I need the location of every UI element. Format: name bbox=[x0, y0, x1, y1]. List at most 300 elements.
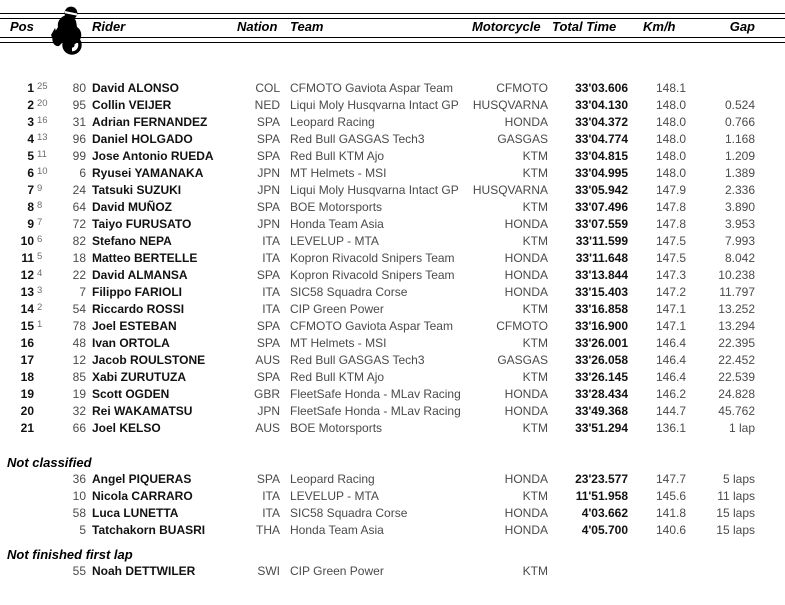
rider-number-cell: 95 bbox=[72, 98, 86, 112]
position-cell: 16 bbox=[20, 336, 34, 350]
points-cell bbox=[34, 350, 54, 367]
table-row bbox=[0, 563, 755, 580]
team-cell: Red Bull KTM Ajo bbox=[290, 149, 385, 163]
gap-cell: 22.452 bbox=[718, 353, 755, 367]
nation-cell: ITA bbox=[262, 251, 280, 265]
kmh-cell: 147.5 bbox=[655, 251, 686, 265]
rider-name-cell: Filippo FARIOLI bbox=[92, 285, 182, 299]
results-body bbox=[0, 80, 755, 580]
team-cell: CFMOTO Gaviota Aspar Team bbox=[290, 81, 453, 95]
team-cell: CIP Green Power bbox=[290, 302, 384, 316]
rider-number-cell: 85 bbox=[72, 370, 86, 384]
column-header-rider: Rider bbox=[92, 19, 126, 34]
motorcycle-cell: KTM bbox=[522, 166, 548, 180]
nation-cell: SPA bbox=[256, 472, 280, 486]
motorcycle-cell: HONDA bbox=[504, 285, 548, 299]
team-cell: Liqui Moly Husqvarna Intact GP bbox=[290, 98, 459, 112]
motorcycle-cell: GASGAS bbox=[497, 353, 548, 367]
position-cell bbox=[0, 488, 34, 505]
rider-number-cell: 80 bbox=[72, 81, 86, 95]
points-cell bbox=[34, 401, 54, 418]
position-cell: 11 bbox=[21, 251, 34, 265]
rider-number-cell: 78 bbox=[72, 319, 86, 333]
rider-number-cell: 64 bbox=[72, 200, 86, 214]
team-cell: Leopard Racing bbox=[290, 115, 375, 129]
nation-cell: SPA bbox=[256, 319, 280, 333]
rider-number-cell: 66 bbox=[72, 421, 86, 435]
gap-cell: 24.828 bbox=[718, 387, 755, 401]
gap-cell: 5 laps bbox=[722, 472, 755, 486]
kmh-cell: 147.1 bbox=[655, 319, 686, 333]
table-row bbox=[0, 352, 755, 369]
rider-number-cell: 36 bbox=[72, 472, 86, 486]
gap-cell: 45.762 bbox=[718, 404, 755, 418]
rider-name-cell: Ryusei YAMANAKA bbox=[92, 166, 204, 180]
rider-name-cell: Nicola CARRARO bbox=[92, 489, 193, 503]
rider-name-cell: David ALMANSA bbox=[92, 268, 188, 282]
points-cell: 10 bbox=[37, 166, 48, 177]
rider-number-cell: 5 bbox=[79, 523, 86, 537]
nation-cell: COL bbox=[255, 81, 280, 95]
position-cell: 6 bbox=[27, 166, 34, 180]
points-cell bbox=[34, 561, 54, 578]
team-cell: BOE Motorsports bbox=[290, 421, 383, 435]
gap-cell: 3.890 bbox=[724, 200, 755, 214]
team-cell: Honda Team Asia bbox=[290, 217, 384, 231]
motorcycle-cell: HONDA bbox=[504, 217, 548, 231]
total-time-cell: 4'03.662 bbox=[581, 506, 628, 520]
table-row bbox=[0, 301, 755, 318]
gap-cell: 10.238 bbox=[718, 268, 755, 282]
kmh-cell: 148.0 bbox=[655, 132, 686, 146]
kmh-cell: 148.1 bbox=[655, 81, 686, 95]
rider-number-cell: 12 bbox=[72, 353, 86, 367]
gap-cell: 1 lap bbox=[728, 421, 755, 435]
rider-number-cell: 32 bbox=[72, 404, 86, 418]
table-row bbox=[0, 97, 755, 114]
rider-name-cell: Jacob ROULSTONE bbox=[92, 353, 206, 367]
nation-cell: ITA bbox=[262, 489, 280, 503]
total-time-cell: 33'04.130 bbox=[575, 98, 628, 112]
gap-cell bbox=[688, 563, 755, 580]
nation-cell: SPA bbox=[256, 149, 280, 163]
total-time-cell: 33'51.294 bbox=[575, 421, 628, 435]
gap-cell: 1.389 bbox=[724, 166, 755, 180]
table-row bbox=[0, 386, 755, 403]
position-cell: 20 bbox=[20, 404, 34, 418]
motorcycle-cell: KTM bbox=[522, 149, 548, 163]
table-row bbox=[0, 369, 755, 386]
rider-name-cell: Xabi ZURUTUZA bbox=[92, 370, 186, 384]
gap-cell: 15 laps bbox=[716, 523, 755, 537]
table-row bbox=[0, 131, 755, 148]
total-time-cell: 33'04.995 bbox=[575, 166, 628, 180]
kmh-cell: 146.4 bbox=[655, 370, 686, 384]
total-time-cell: 33'26.001 bbox=[575, 336, 628, 350]
total-time-cell: 33'15.403 bbox=[575, 285, 628, 299]
position-cell: 4 bbox=[27, 132, 34, 146]
points-cell bbox=[34, 520, 54, 537]
kmh-cell: 147.5 bbox=[655, 234, 686, 248]
gap-cell: 15 laps bbox=[716, 506, 755, 520]
not-finished-first-lap-label: Not finished first lap bbox=[7, 547, 133, 562]
motorcycle-cell: KTM bbox=[522, 564, 548, 578]
points-cell bbox=[34, 384, 54, 401]
total-time-cell: 33'04.815 bbox=[575, 149, 628, 163]
rider-number-cell: 54 bbox=[72, 302, 86, 316]
motorcycle-cell: KTM bbox=[522, 421, 548, 435]
position-cell: 13 bbox=[20, 285, 34, 299]
rider-number-cell: 24 bbox=[72, 183, 86, 197]
position-cell bbox=[0, 471, 34, 488]
position-cell: 8 bbox=[27, 200, 34, 214]
points-cell bbox=[34, 333, 54, 350]
points-cell: 6 bbox=[37, 234, 43, 245]
points-cell bbox=[34, 367, 54, 384]
team-cell: LEVELUP - MTA bbox=[290, 489, 379, 503]
points-cell: 2 bbox=[37, 302, 43, 313]
nation-cell: GBR bbox=[253, 387, 280, 401]
nation-cell: SPA bbox=[256, 132, 280, 146]
position-cell: 10 bbox=[20, 234, 34, 248]
table-row bbox=[0, 216, 755, 233]
motorcycle-cell: KTM bbox=[522, 302, 548, 316]
rider-number-cell: 48 bbox=[72, 336, 86, 350]
rider-number-cell: 22 bbox=[72, 268, 86, 282]
total-time-cell: 33'49.368 bbox=[575, 404, 628, 418]
nation-cell: JPN bbox=[257, 217, 280, 231]
rider-number-cell: 55 bbox=[72, 564, 86, 578]
column-header-kmh: Km/h bbox=[643, 19, 676, 34]
gap-cell: 22.539 bbox=[718, 370, 755, 384]
kmh-cell: 148.0 bbox=[655, 115, 686, 129]
rider-name-cell: David ALONSO bbox=[92, 81, 179, 95]
rider-name-cell: Scott OGDEN bbox=[92, 387, 170, 401]
rider-name-cell: Tatsuki SUZUKI bbox=[92, 183, 182, 197]
motorcycle-cell: CFMOTO bbox=[496, 319, 548, 333]
nation-cell: ITA bbox=[262, 234, 280, 248]
kmh-cell: 147.9 bbox=[655, 183, 686, 197]
nation-cell: JPN bbox=[257, 404, 280, 418]
team-cell: MT Helmets - MSI bbox=[290, 166, 387, 180]
table-row bbox=[0, 471, 755, 488]
motorcycle-cell: CFMOTO bbox=[496, 81, 548, 95]
motorcycle-cell: KTM bbox=[522, 234, 548, 248]
team-cell: SIC58 Squadra Corse bbox=[290, 506, 408, 520]
team-cell: FleetSafe Honda - MLav Racing bbox=[290, 404, 461, 418]
rider-name-cell: Rei WAKAMATSU bbox=[92, 404, 193, 418]
team-cell: Leopard Racing bbox=[290, 472, 375, 486]
team-cell: FleetSafe Honda - MLav Racing bbox=[290, 387, 461, 401]
kmh-cell: 147.3 bbox=[655, 268, 686, 282]
nation-cell: ITA bbox=[262, 285, 280, 299]
position-cell: 17 bbox=[20, 353, 34, 367]
points-cell: 1 bbox=[37, 319, 43, 330]
table-row bbox=[0, 335, 755, 352]
position-cell: 15 bbox=[20, 319, 34, 333]
team-cell: Red Bull GASGAS Tech3 bbox=[290, 353, 425, 367]
rider-number-cell: 18 bbox=[72, 251, 86, 265]
table-row bbox=[0, 403, 755, 420]
points-cell: 16 bbox=[37, 115, 48, 126]
table-row bbox=[0, 420, 755, 437]
total-time-cell: 33'16.900 bbox=[575, 319, 628, 333]
kmh-cell: 146.4 bbox=[655, 336, 686, 350]
gap-cell: 13.252 bbox=[718, 302, 755, 316]
kmh-cell: 148.0 bbox=[655, 166, 686, 180]
table-row bbox=[0, 165, 755, 182]
kmh-cell: 140.6 bbox=[655, 523, 686, 537]
team-cell: Liqui Moly Husqvarna Intact GP bbox=[290, 183, 459, 197]
motorcycle-cell: KTM bbox=[522, 370, 548, 384]
column-header-pos: Pos bbox=[10, 19, 34, 34]
rider-number-cell: 82 bbox=[72, 234, 86, 248]
gap-cell: 0.524 bbox=[724, 98, 755, 112]
nation-cell: JPN bbox=[257, 166, 280, 180]
total-time-cell: 33'13.844 bbox=[575, 268, 628, 282]
rider-number-cell: 31 bbox=[72, 115, 86, 129]
rider-number-cell: 19 bbox=[72, 387, 86, 401]
total-time-cell: 33'04.774 bbox=[575, 132, 628, 146]
kmh-cell: 145.6 bbox=[655, 489, 686, 503]
position-cell bbox=[0, 505, 34, 522]
points-cell: 4 bbox=[37, 268, 43, 279]
motorcycle-cell: HONDA bbox=[504, 523, 548, 537]
table-row bbox=[0, 182, 755, 199]
rider-name-cell: David MUÑOZ bbox=[92, 200, 173, 214]
position-cell: 3 bbox=[27, 115, 34, 129]
team-cell: Red Bull GASGAS Tech3 bbox=[290, 132, 425, 146]
total-time-cell: 33'05.942 bbox=[575, 183, 628, 197]
nation-cell: SPA bbox=[256, 336, 280, 350]
table-row bbox=[0, 148, 755, 165]
motorcycle-cell: HONDA bbox=[504, 506, 548, 520]
not-classified-rows bbox=[0, 471, 755, 539]
team-cell: BOE Motorsports bbox=[290, 200, 383, 214]
motorcycle-rider-icon bbox=[50, 4, 88, 61]
total-time-cell: 33'11.599 bbox=[575, 234, 628, 248]
points-cell: 20 bbox=[37, 98, 48, 109]
team-cell: Red Bull KTM Ajo bbox=[290, 370, 385, 384]
column-header-team: Team bbox=[290, 19, 324, 34]
position-cell: 21 bbox=[20, 421, 34, 435]
kmh-cell: 146.2 bbox=[655, 387, 686, 401]
nation-cell: NED bbox=[254, 98, 280, 112]
rider-number-cell: 58 bbox=[72, 506, 86, 520]
nation-cell: ITA bbox=[262, 506, 280, 520]
points-cell: 8 bbox=[37, 200, 43, 211]
gap-cell: 8.042 bbox=[724, 251, 755, 265]
rider-number-cell: 10 bbox=[72, 489, 86, 503]
position-cell bbox=[0, 522, 34, 539]
table-row bbox=[0, 80, 755, 97]
rider-number-cell: 6 bbox=[79, 166, 86, 180]
nation-cell: THA bbox=[256, 523, 280, 537]
gap-cell: 11 laps bbox=[717, 489, 755, 503]
nation-cell: SPA bbox=[256, 200, 280, 214]
column-header-motorcycle: Motorcycle bbox=[472, 19, 541, 34]
table-row bbox=[0, 488, 755, 505]
nation-cell: SPA bbox=[256, 115, 280, 129]
rider-name-cell: Daniel HOLGADO bbox=[92, 132, 193, 146]
gap-cell: 1.209 bbox=[724, 149, 755, 163]
nation-cell: JPN bbox=[257, 183, 280, 197]
total-time-cell: 33'11.648 bbox=[575, 251, 628, 265]
motorcycle-cell: KTM bbox=[522, 200, 548, 214]
total-time-cell: 23'23.577 bbox=[575, 472, 628, 486]
rider-number-cell: 96 bbox=[72, 132, 86, 146]
rider-name-cell: Noah DETTWILER bbox=[92, 564, 196, 578]
nation-cell: AUS bbox=[255, 421, 280, 435]
position-cell: 18 bbox=[20, 370, 34, 384]
table-row bbox=[0, 318, 755, 335]
table-row bbox=[0, 284, 755, 301]
points-cell: 13 bbox=[37, 132, 48, 143]
rider-name-cell: Luca LUNETTA bbox=[92, 506, 179, 520]
nation-cell: SPA bbox=[256, 370, 280, 384]
motorcycle-cell: HONDA bbox=[504, 251, 548, 265]
position-cell: 12 bbox=[20, 268, 34, 282]
total-time-cell: 33'07.496 bbox=[575, 200, 628, 214]
rider-name-cell: Ivan ORTOLA bbox=[92, 336, 170, 350]
points-cell: 3 bbox=[37, 285, 43, 296]
motorcycle-cell: HONDA bbox=[504, 387, 548, 401]
points-cell: 7 bbox=[37, 217, 43, 228]
kmh-cell bbox=[630, 563, 688, 580]
motorcycle-cell: KTM bbox=[522, 489, 548, 503]
total-time-cell: 33'03.606 bbox=[575, 81, 628, 95]
rider-name-cell: Adrian FERNANDEZ bbox=[92, 115, 208, 129]
not-finished-rows bbox=[0, 563, 755, 580]
rider-name-cell: Collin VEIJER bbox=[92, 98, 172, 112]
position-cell: 2 bbox=[27, 98, 34, 112]
rider-name-cell: Joel ESTEBAN bbox=[92, 319, 177, 333]
team-cell: Kopron Rivacold Snipers Team bbox=[290, 268, 455, 282]
total-time-cell bbox=[550, 563, 630, 580]
nation-cell: SWI bbox=[257, 564, 280, 578]
kmh-cell: 147.7 bbox=[655, 472, 686, 486]
motorcycle-cell: HONDA bbox=[504, 472, 548, 486]
motorcycle-cell: GASGAS bbox=[497, 132, 548, 146]
points-cell bbox=[34, 503, 54, 520]
rider-name-cell: Matteo BERTELLE bbox=[92, 251, 198, 265]
kmh-cell: 141.8 bbox=[655, 506, 686, 520]
points-cell bbox=[34, 486, 54, 503]
gap-cell: 22.395 bbox=[718, 336, 755, 350]
team-cell: LEVELUP - MTA bbox=[290, 234, 379, 248]
team-cell: Honda Team Asia bbox=[290, 523, 384, 537]
points-cell bbox=[34, 418, 54, 435]
gap-cell: 13.294 bbox=[718, 319, 755, 333]
total-time-cell: 33'26.145 bbox=[575, 370, 628, 384]
rider-name-cell: Tatchakorn BUASRI bbox=[92, 523, 206, 537]
gap-cell: 2.336 bbox=[724, 183, 755, 197]
rider-name-cell: Joel KELSO bbox=[92, 421, 161, 435]
total-time-cell: 33'16.858 bbox=[575, 302, 628, 316]
gap-cell bbox=[688, 80, 755, 97]
kmh-cell: 146.4 bbox=[655, 353, 686, 367]
kmh-cell: 144.7 bbox=[655, 404, 686, 418]
gap-cell: 3.953 bbox=[724, 217, 755, 231]
gap-cell: 0.766 bbox=[724, 115, 755, 129]
motorcycle-cell: KTM bbox=[522, 336, 548, 350]
motorcycle-cell: HONDA bbox=[504, 115, 548, 129]
kmh-cell: 148.0 bbox=[655, 149, 686, 163]
rider-number-cell: 99 bbox=[72, 149, 86, 163]
motorcycle-cell: HONDA bbox=[504, 268, 548, 282]
total-time-cell: 4'05.700 bbox=[581, 523, 628, 537]
gap-cell: 11.797 bbox=[719, 285, 755, 299]
table-row bbox=[0, 522, 755, 539]
kmh-cell: 147.1 bbox=[655, 302, 686, 316]
table-row bbox=[0, 250, 755, 267]
column-header-gap: Gap bbox=[729, 19, 755, 34]
kmh-cell: 136.1 bbox=[655, 421, 686, 435]
points-cell bbox=[34, 469, 54, 486]
table-row bbox=[0, 114, 755, 131]
team-cell: Kopron Rivacold Snipers Team bbox=[290, 251, 455, 265]
gap-cell: 7.993 bbox=[724, 234, 755, 248]
position-cell: 9 bbox=[27, 217, 34, 231]
kmh-cell: 147.2 bbox=[655, 285, 686, 299]
team-cell: MT Helmets - MSI bbox=[290, 336, 387, 350]
nation-cell: ITA bbox=[262, 302, 280, 316]
table-row bbox=[0, 233, 755, 250]
kmh-cell: 148.0 bbox=[655, 98, 686, 112]
points-cell: 9 bbox=[37, 183, 43, 194]
rider-name-cell: Taiyo FURUSATO bbox=[92, 217, 192, 231]
rider-number-cell: 72 bbox=[72, 217, 86, 231]
not-classified-label: Not classified bbox=[7, 455, 92, 470]
position-cell: 1 bbox=[27, 81, 34, 95]
rider-name-cell: Angel PIQUERAS bbox=[92, 472, 192, 486]
position-cell: 7 bbox=[27, 183, 34, 197]
classified-rows bbox=[0, 80, 755, 437]
total-time-cell: 33'26.058 bbox=[575, 353, 628, 367]
kmh-cell: 147.8 bbox=[655, 217, 686, 231]
rider-number-cell: 7 bbox=[79, 285, 86, 299]
total-time-cell: 11'51.958 bbox=[575, 489, 628, 503]
points-cell: 5 bbox=[37, 251, 43, 262]
motorcycle-cell: HUSQVARNA bbox=[472, 183, 548, 197]
total-time-cell: 33'04.372 bbox=[575, 115, 628, 129]
header-double-rule bbox=[0, 37, 785, 43]
column-header-nation: Nation bbox=[237, 19, 278, 34]
position-cell bbox=[0, 563, 34, 580]
motorcycle-cell: HONDA bbox=[504, 404, 548, 418]
rider-name-cell: Riccardo ROSSI bbox=[92, 302, 185, 316]
table-row bbox=[0, 267, 755, 284]
points-cell: 11 bbox=[37, 149, 47, 160]
kmh-cell: 147.8 bbox=[655, 200, 686, 214]
team-cell: SIC58 Squadra Corse bbox=[290, 285, 408, 299]
table-header bbox=[0, 16, 755, 37]
position-cell: 14 bbox=[20, 302, 34, 316]
team-cell: CFMOTO Gaviota Aspar Team bbox=[290, 319, 453, 333]
column-header-total-time: Total Time bbox=[552, 19, 617, 34]
rider-name-cell: Stefano NEPA bbox=[92, 234, 172, 248]
nation-cell: AUS bbox=[255, 353, 280, 367]
total-time-cell: 33'28.434 bbox=[575, 387, 628, 401]
rider-name-cell: Jose Antonio RUEDA bbox=[92, 149, 214, 163]
table-row bbox=[0, 199, 755, 216]
team-cell: CIP Green Power bbox=[290, 564, 384, 578]
gap-cell: 1.168 bbox=[724, 132, 755, 146]
nation-cell: SPA bbox=[256, 268, 280, 282]
position-cell: 5 bbox=[27, 149, 34, 163]
position-cell: 19 bbox=[20, 387, 34, 401]
motorcycle-cell: HUSQVARNA bbox=[472, 98, 548, 112]
